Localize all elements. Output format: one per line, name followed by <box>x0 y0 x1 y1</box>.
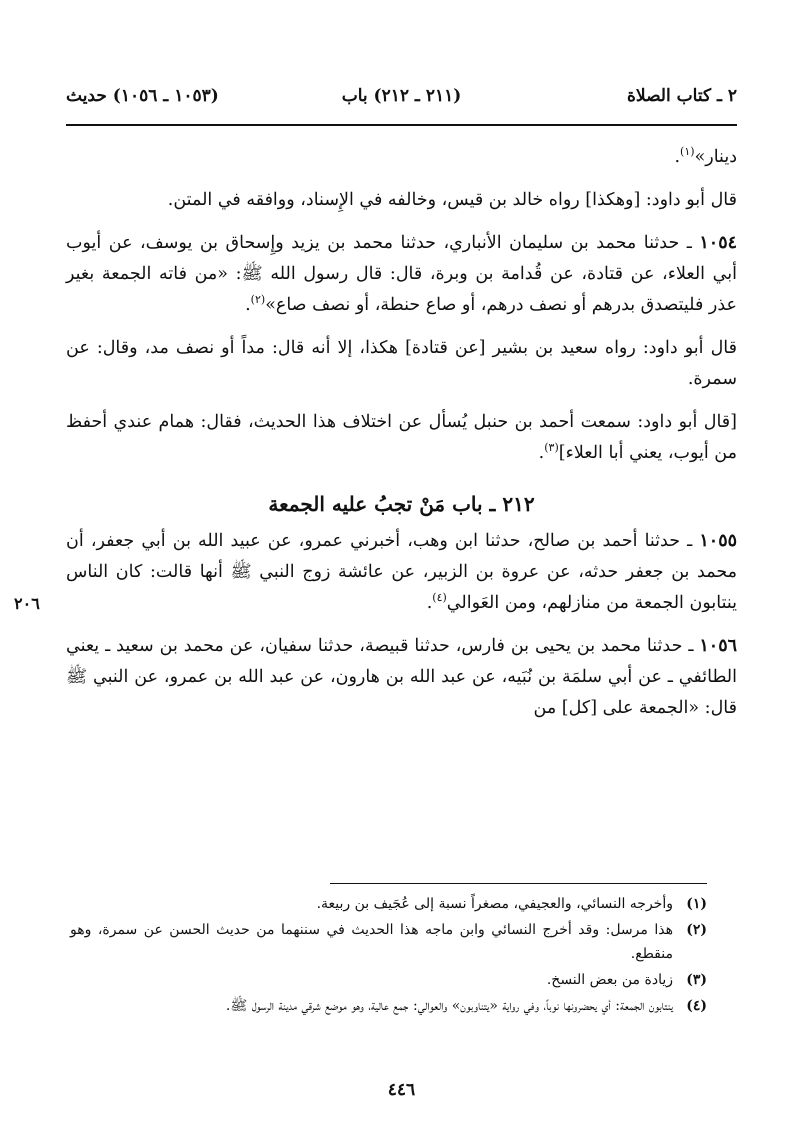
footnote-4 <box>70 994 707 1018</box>
paragraph-end: . <box>538 443 545 463</box>
footnote-text: زيادة من بعض النسخ. <box>546 972 673 988</box>
paragraph-end: . <box>245 295 251 315</box>
footnote-ref: (٤) <box>432 591 447 605</box>
hadith-text: ـ حدثنا محمد بن سليمان الأنباري، حدثنا محمد بن يزيد وإِسحاق بن يوسف، عن أيوب أبي العلاء، عن قتادة، عن قُدامة بن وبرة، قال: قال رسول الله ﷺ: «من فاته الجمعة بغير عذر فليتصدق بدرهم أو نصف درهم، أو صاع حنطة، أو نصف صاع» <box>66 233 737 315</box>
paragraph-5 <box>66 407 737 469</box>
hadith-number: ١٠٥٥ <box>699 531 737 551</box>
footnote-1 <box>70 892 707 916</box>
footnote-number: (١) <box>686 896 707 912</box>
footnote-3 <box>70 968 707 992</box>
margin-number: ٢٠٦ <box>14 594 40 613</box>
main-text <box>66 142 737 736</box>
hadith-text: ـ حدثنا أحمد بن صالح، حدثنا ابن وهب، أخبرني عمرو، عن عبيد الله بن أبي جعفر، أن محمد بن جعفر حدثه، عن عروة بن الزبير، عن عائشة زوج النبي ﷺ أنها قالت: كان الناس ينتابون الجمعة من منازلهم، ومن العَوالي <box>66 531 737 613</box>
footnote-2 <box>70 918 707 966</box>
footnote-ref: (٢) <box>250 293 266 307</box>
header-chapter-range: (٢١١ ـ ٢١٢) باب <box>341 86 462 106</box>
hadith-1055 <box>66 526 737 619</box>
page-number: ٤٤٦ <box>387 1080 416 1100</box>
footnote-ref: (٣) <box>544 441 559 455</box>
paragraph-2: قال أبو داود: [وهكذا] رواه خالد بن قيس، وخالفه في الإِسناد، ووافقه في المتن. <box>167 190 737 210</box>
footnote-number: (٢) <box>686 922 707 938</box>
running-header <box>66 86 737 116</box>
paragraph-end: . <box>426 593 433 613</box>
footnote-text: ينتابون الجمعة: أي يحضرونها نوباً، وفي رواية «يتناوبون» والعوالي: جمع عالية، وهو موضع شرقي مدينة الرسول ﷺ. <box>225 998 673 1014</box>
paragraph-end: . <box>674 147 681 167</box>
footnote-text: هذا مرسل: وقد أخرج النسائي وابن ماجه هذا الحديث في سننهما من حديث الحسن عن سمرة، وهو منقطع. <box>70 922 673 962</box>
footnote-rule <box>330 883 707 884</box>
header-hadith-range: (١٠٥٣ ـ ١٠٥٦) حديث <box>66 86 219 106</box>
paragraph-1 <box>66 142 737 173</box>
header-book-title: ٢ ـ كتاب الصلاة <box>627 86 737 106</box>
paragraph-text: دينار» <box>694 147 737 167</box>
footnotes <box>70 892 707 1020</box>
chapter-title: ٢١٢ ـ باب مَنْ تجبُ عليه الجمعة <box>268 492 535 516</box>
footnote-number: (٣) <box>686 972 707 988</box>
footnote-text: وأخرجه النسائي، والعجيفي، مصغراً نسبة إلى عُجَيف بن ربيعة. <box>316 896 673 912</box>
paragraph-text: [قال أبو داود: سمعت أحمد بن حنبل يُسأل عن اختلاف هذا الحديث، فقال: همام عندي أحفظ من أيوب، يعني أبا العلاء] <box>66 412 737 463</box>
footnote-number: (٤) <box>686 998 707 1014</box>
hadith-number: ١٠٥٤ <box>699 233 737 253</box>
hadith-text: ـ حدثنا محمد بن يحيى بن فارس، حدثنا قبيصة، حدثنا سفيان، عن محمد بن سعيد ـ يعني الطائفي ـ عن أبي سلمَة بن نُبَيه، عن عبد الله بن هارون، عن عبد الله بن عمرو، عن النبي ﷺ قال: «الجمعة على [كل] من <box>66 636 737 718</box>
hadith-1056 <box>66 631 737 724</box>
hadith-1054 <box>66 228 737 321</box>
hadith-number: ١٠٥٦ <box>699 636 737 656</box>
header-rule <box>66 124 737 126</box>
footnote-ref: (١) <box>680 145 695 159</box>
paragraph-4: قال أبو داود: رواه سعيد بن بشير [عن قتادة] هكذا، إلا أنه قال: مداً أو نصف مد، وقال: عن سمرة. <box>66 338 737 389</box>
